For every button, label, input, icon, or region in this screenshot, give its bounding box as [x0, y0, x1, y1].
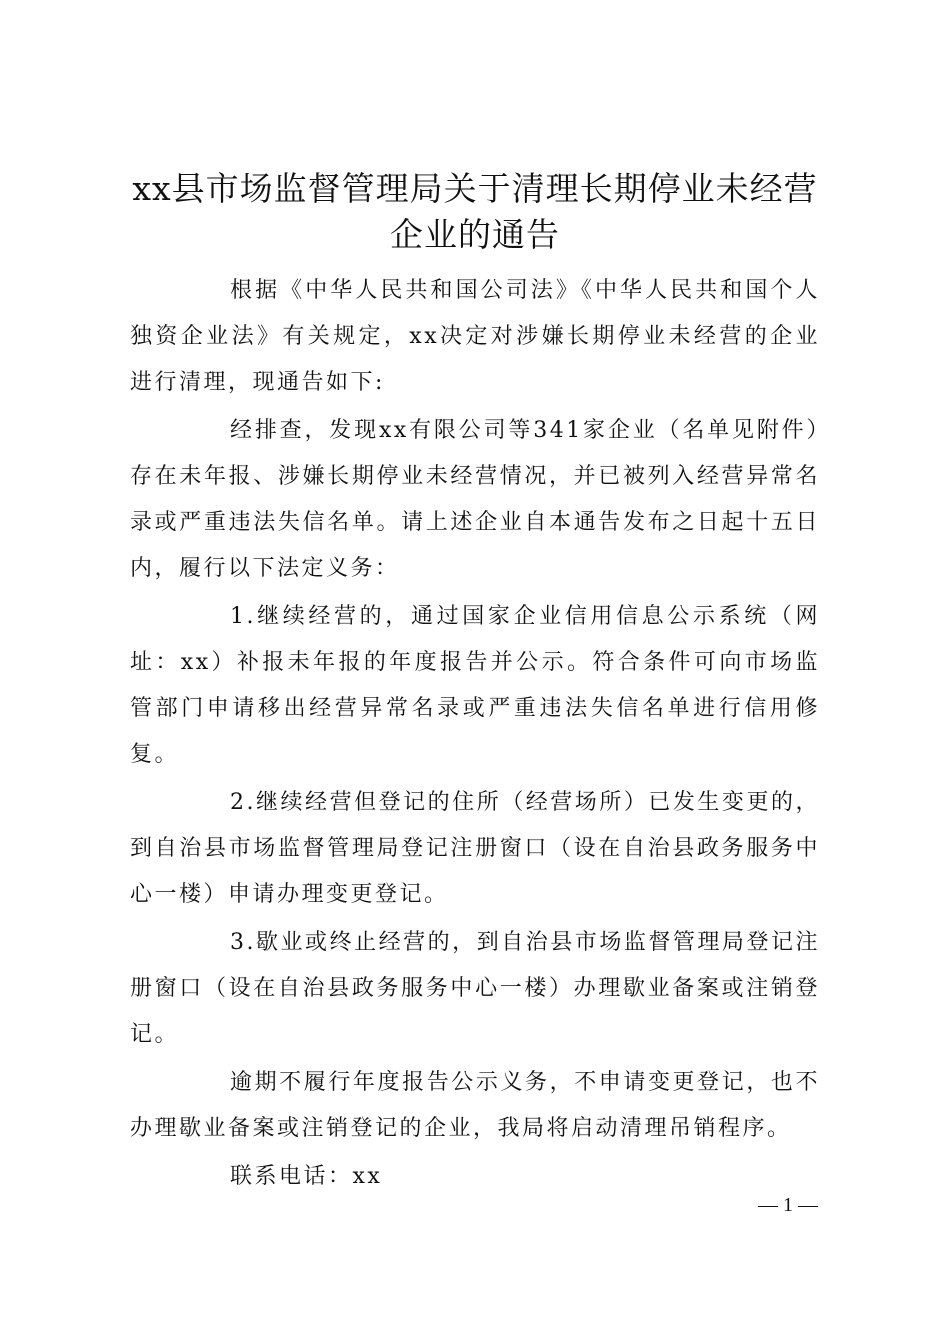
page-number: — 1 —: [758, 1194, 818, 1216]
document-body: [130, 268, 820, 1202]
paragraph-item-2: 2.继续经营但登记的住所（经营场所）已发生变更的，到自治县市场监督管理局登记注册窗口（设在自治县政务服务中心一楼）申请办理变更登记。: [130, 790, 820, 907]
paragraph-findings: 经排查，发现xx有限公司等341家企业（名单见附件）存在未年报、涉嫌长期停业未经营情况，并已被列入经营异常名录或严重违法失信名单。请上述企业自本通告发布之日起十五日内，履行以下法定义务：: [130, 418, 820, 581]
document-title: xx县市场监督管理局关于清理长期停业未经营企业的通告: [132, 169, 818, 254]
paragraph-item-1: 1.继续经营的，通过国家企业信用信息公示系统（网址：xx）补报未年报的年度报告并公示。符合条件可向市场监管部门申请移出经营异常名录或严重违法失信名单进行信用修复。: [130, 604, 820, 767]
paragraph-intro: 根据《中华人民共和国公司法》《中华人民共和国个人独资企业法》有关规定，xx决定对涉嫌长期停业未经营的企业进行清理，现通告如下:: [130, 278, 820, 395]
paragraph-contact: 联系电话：xx: [230, 1164, 383, 1189]
paragraph-item-3: 3.歇业或终止经营的，到自治县市场监督管理局登记注册窗口（设在自治县政务服务中心一楼）办理歇业备案或注销登记。: [130, 930, 820, 1047]
paragraph-penalty: 逾期不履行年度报告公示义务，不申请变更登记，也不办理歇业备案或注销登记的企业，我局将启动清理吊销程序。: [130, 1070, 820, 1141]
